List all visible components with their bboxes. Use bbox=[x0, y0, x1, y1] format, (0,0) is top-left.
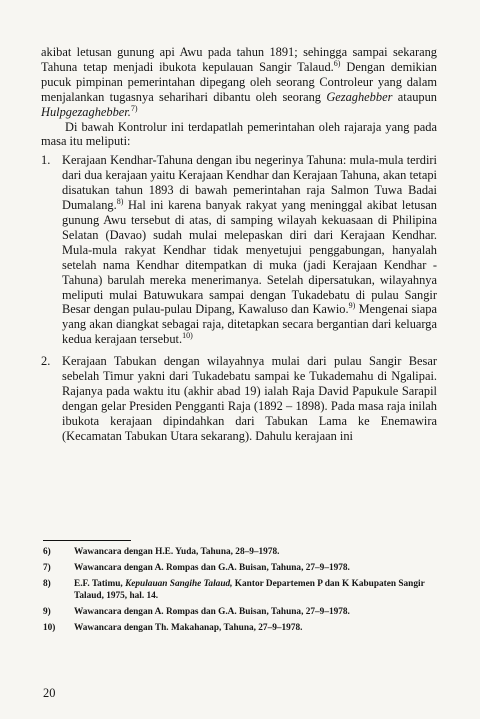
kingdom-list bbox=[41, 153, 437, 443]
list-item-2 bbox=[41, 354, 437, 443]
footnote-ref-10: 10) bbox=[182, 331, 193, 341]
list-text-1-part-2: Hal ini karena banyak rakyat yang meninggal akibat letusan gunung Awu tersebut di atas, di samping wilayah kekuasaan di Philipina Selatan (Davao) sudah mulai melepaskan diri dari Kerajaan Kendhar. Mula-mula rakyat Kendhar tidak menyetujui penggabungan, hanyalah setelah nama Kendhar ditempatkan di muka (jadi Kerajaan Kendhar - Tahuna) barulah mereka menerimanya. Setelah dipersatukan, wilayahnya meliputi mulai Batuwukara sampai dengan Tukadebatu di pulau Sangir Besar dengan pulau-pulau Dipang, Kawaluso dan Kawio. bbox=[62, 198, 437, 317]
footnote-number-10: 10) bbox=[43, 623, 56, 633]
footnote-text-6: Wawancara dengan H.E. Yuda, Tahuna, 28–9–1978. bbox=[74, 547, 280, 557]
footnote-8 bbox=[43, 578, 435, 602]
list-text-1 bbox=[62, 153, 437, 347]
footnote-ref-9: 9) bbox=[348, 301, 356, 311]
footnote-book-title: Kepulauan Sangihe Talaud, bbox=[125, 579, 233, 589]
intro-paragraph bbox=[41, 45, 437, 120]
footnotes-section bbox=[43, 546, 435, 638]
list-number-2: 2. bbox=[41, 354, 51, 369]
main-body-text bbox=[41, 45, 437, 451]
second-paragraph: Di bawah Kontrolur ini terdapatlah pemerintahan oleh rajaraja yang pada masa itu meliputi: bbox=[41, 119, 437, 149]
list-text-1-part-1: Kerajaan Kendhar-Tahuna dengan ibu negerinya Tahuna: mula-mula terdiri dari dua kerajaan yaitu Kerajaan Kendhar dan Kerajaan Tahuna, akan tetapi disatukan tahun 1893 di bawah pemerintahan raja Salmon Tuwa Badai Dumalang. bbox=[62, 153, 437, 213]
footnote-number-9: 9) bbox=[43, 607, 51, 617]
footnote-text-9: Wawancara dengan A. Rompas dan G.A. Buisan, Tahuna, 27–9–1978. bbox=[74, 607, 350, 617]
intro-text-3: ataupun bbox=[392, 89, 437, 104]
intro-text-1: akibat letusan gunung api Awu pada tahun 1891; sehingga sampai sekarang Tahuna tetap menjadi ibukota kepulauan Sangir Talaud. bbox=[41, 45, 437, 74]
list-text-2: Kerajaan Tabukan dengan wilayahnya mulai dari pulau Sangir Besar sebelah Timur yakni dari Tukadebatu sampai ke Tukademahu di Ngalipai. Rajanya pada waktu itu (akhir abad 19) ialah Raja David Papukule Sarapil dengan gelar Presiden Pengganti Raja (1892 – 1898). Pada masa raja inilah ibukota kerajaan dipindahkan dari Tabukan Lama ke Enemawira (Kecamatan Tabukan Utara sekarang). Dahulu kerajaan ini bbox=[62, 354, 437, 443]
footnote-number-6: 6) bbox=[43, 547, 51, 557]
intro-text-2: Dengan demikian pucuk pimpinan pemerintahan dipegang oleh seorang Controleur yang dalam menjalankan tugasnya seharihari dibantu oleh seorang bbox=[41, 59, 437, 104]
list-item-1 bbox=[41, 153, 437, 347]
footnote-text-8-part-2: Kantor Departemen P dan K Kabupaten Sangir Talaud, 1975, hal. 14. bbox=[74, 579, 425, 601]
footnote-number-8: 8) bbox=[43, 579, 51, 589]
footnote-divider bbox=[43, 540, 131, 541]
list-number-1: 1. bbox=[41, 153, 51, 168]
footnote-text-8-part-1: E.F. Tatimu, bbox=[74, 579, 126, 589]
footnote-text-10: Wawancara dengan Th. Makahanap, Tahuna, 27–9–1978. bbox=[74, 623, 303, 633]
hulpgezaghebber-term: Hulpgezaghebber. bbox=[41, 104, 131, 119]
list-text-1-part-3: Mengenai siapa yang akan diangkat sebagai raja, ditetapkan secara bergantian dari keluarga kedua kerajaan tersebut. bbox=[62, 302, 438, 347]
footnote-ref-8: 8) bbox=[116, 196, 124, 206]
footnote-9 bbox=[43, 606, 435, 618]
gezaghebber-term: Gezaghebber bbox=[326, 89, 393, 104]
footnote-10 bbox=[43, 622, 435, 634]
footnote-text-7: Wawancara dengan A. Rompas dan G.A. Buisan, Tahuna, 27–9–1978. bbox=[74, 563, 350, 573]
footnote-7 bbox=[43, 562, 435, 574]
page-number: 20 bbox=[43, 686, 56, 700]
footnote-ref-7: 7) bbox=[130, 103, 138, 113]
footnote-ref-6: 6) bbox=[333, 58, 341, 68]
footnote-number-7: 7) bbox=[43, 563, 51, 573]
footnote-6 bbox=[43, 546, 435, 558]
